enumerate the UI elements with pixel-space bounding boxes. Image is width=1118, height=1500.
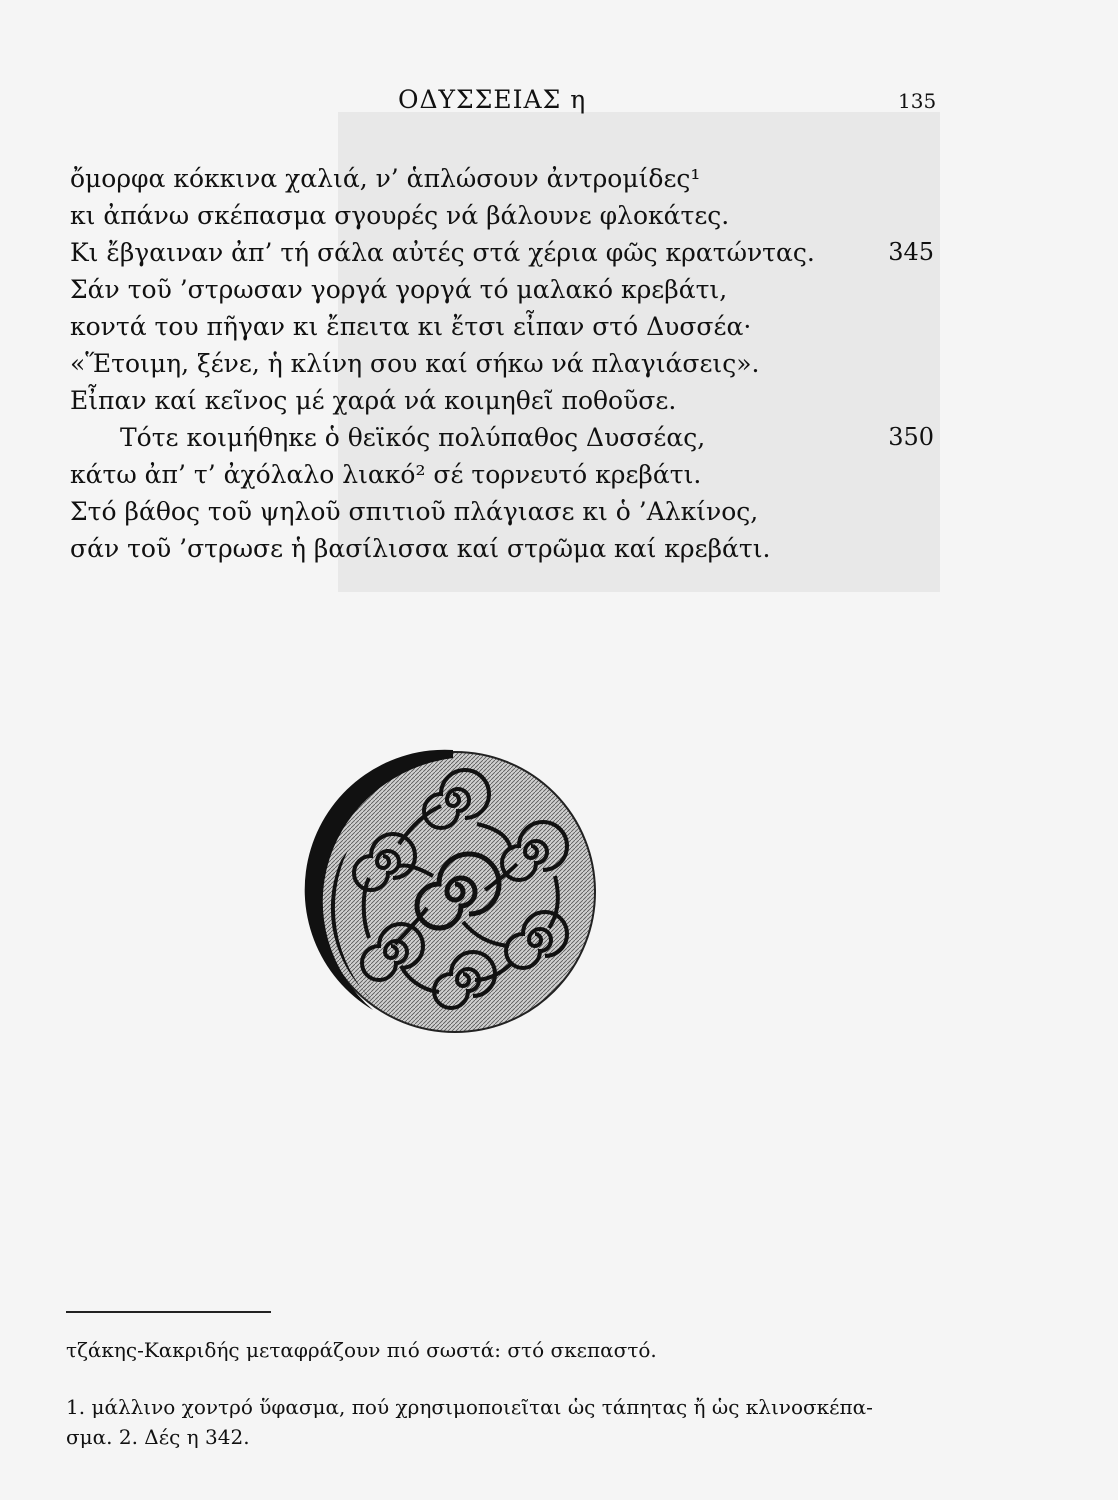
triskele-spiral-disc-icon bbox=[303, 740, 603, 1040]
running-title: ΟΔΥΣΣΕΙΑΣ η bbox=[398, 85, 587, 114]
footnotes bbox=[66, 1392, 946, 1452]
verse-line bbox=[70, 382, 940, 419]
verse-block bbox=[70, 160, 940, 567]
verse-line bbox=[70, 308, 940, 345]
verse-text: «Ἕτοιμη, ξένε, ἡ κλίνη σου καί σήκω νά πλαγιάσεις». bbox=[70, 349, 760, 378]
footnote-line: σμα. 2. Δές η 342. bbox=[66, 1425, 250, 1449]
verse-text: κάτω ἀπ’ τ’ ἀχόλαλο λιακό² σέ τορνευτό κρεβάτι. bbox=[70, 460, 702, 489]
verse-line bbox=[70, 456, 940, 493]
verse-text: ὄμορφα κόκκινα χαλιά, ν’ ἁπλώσουν ἀντρομίδες¹ bbox=[70, 164, 701, 193]
verse-line bbox=[70, 234, 940, 271]
verse-text: Τότε κοιμήθηκε ὁ θεϊκός πολύπαθος Δυσσέας, bbox=[120, 423, 706, 452]
footnote-line: 1. μάλλινο χοντρό ὕφασμα, πού χρησιμοποιεῖται ὡς τάπητας ἤ ὡς κλινοσκέπα- bbox=[66, 1395, 873, 1419]
footnote-rule bbox=[66, 1311, 271, 1313]
verse-line bbox=[70, 419, 940, 456]
verse-line bbox=[70, 197, 940, 234]
verse-text: Εἶπαν καί κεῖνος μέ χαρά νά κοιμηθεῖ ποθοῦσε. bbox=[70, 386, 677, 415]
verse-text: Στό βάθος τοῦ ψηλοῦ σπιτιοῦ πλάγιασε κι ὁ ’Αλκίνος, bbox=[70, 497, 759, 526]
verse-line bbox=[70, 160, 940, 197]
verse-line bbox=[70, 345, 940, 382]
verse-text: Κι ἔβγαιναν ἀπ’ τή σάλα αὐτές στά χέρια φῶς κρατώντας. bbox=[70, 238, 815, 267]
line-number: 345 bbox=[888, 238, 934, 266]
line-number: 350 bbox=[888, 423, 934, 451]
verse-text: κοντά του πῆγαν κι ἔπειτα κι ἔτσι εἶπαν στό Δυσσέα· bbox=[70, 312, 752, 341]
verse-line bbox=[70, 530, 940, 567]
verse-text: κι ἀπάνω σκέπασμα σγουρές νά βάλουνε φλοκάτες. bbox=[70, 201, 730, 230]
verse-line bbox=[70, 493, 940, 530]
page-number: 135 bbox=[898, 89, 937, 113]
verse-text: Σάν τοῦ ’στρωσαν γοργά γοργά τό μαλακό κρεβάτι, bbox=[70, 275, 728, 304]
verse-text: σάν τοῦ ’στρωσε ἡ βασίλισσα καί στρῶμα καί κρεβάτι. bbox=[70, 534, 771, 563]
footnote-continuation: τζάκης-Κακριδής μεταφράζουν πιό σωστά: στό σκεπαστό. bbox=[66, 1338, 657, 1362]
verse-line bbox=[70, 271, 940, 308]
